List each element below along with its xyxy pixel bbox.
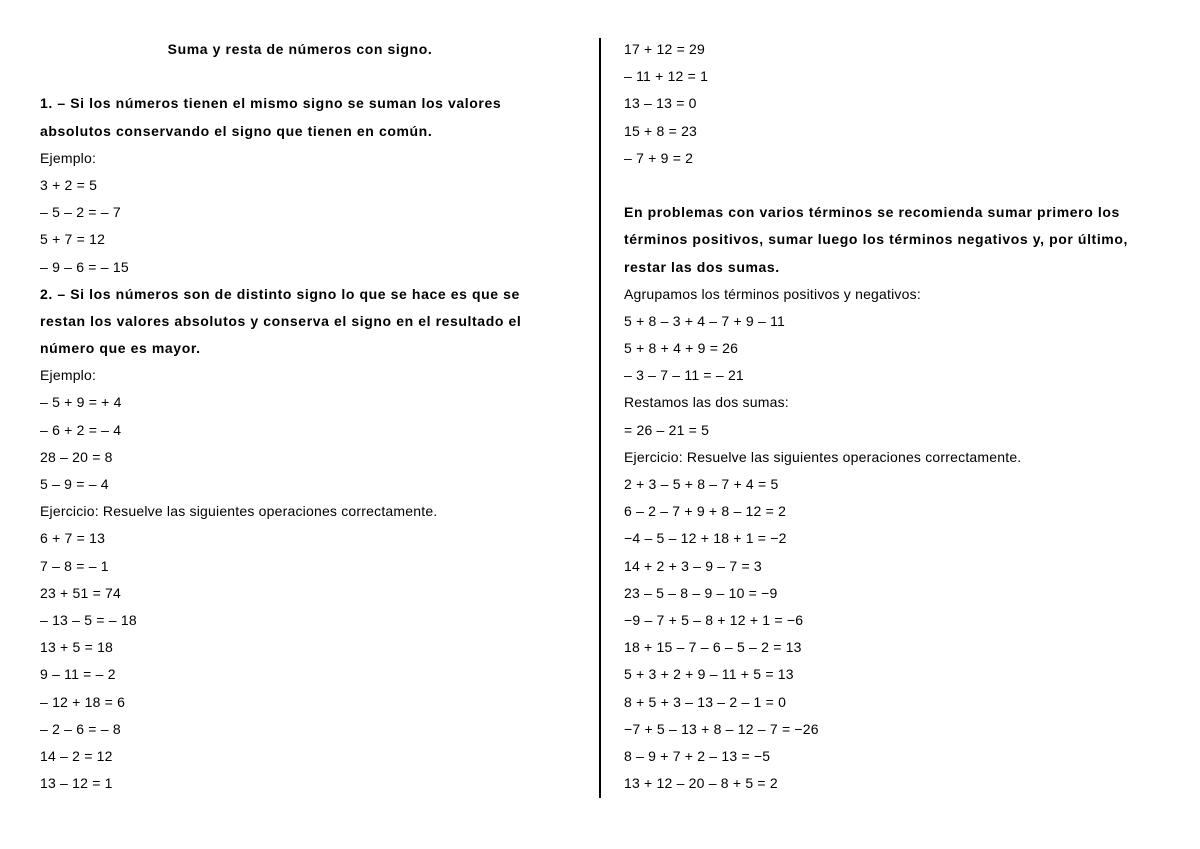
example-line: 5 + 7 = 12 — [40, 231, 106, 248]
example-line: 28 – 20 = 8 — [40, 448, 113, 465]
exercise-line: 13 + 12 – 20 – 8 + 5 = 2 — [624, 775, 778, 792]
continued-exercise-line: – 7 + 9 = 2 — [624, 149, 694, 166]
exercise-line: – 2 – 6 = – 8 — [40, 720, 121, 737]
example-line: – 5 + 9 = + 4 — [40, 394, 122, 411]
rule-2-line: 2. – Si los números son de distinto signo lo que se hace es que se — [40, 285, 520, 302]
example-line: – 9 – 6 = – 15 — [40, 258, 129, 275]
exercise-line: 2 + 3 – 5 + 8 – 7 + 4 = 5 — [624, 476, 779, 492]
spacer — [40, 63, 560, 90]
example-line: 5 – 9 = – 4 — [40, 476, 109, 492]
rule-2-line: número que es mayor. — [40, 340, 201, 357]
exercise-line: 9 – 11 = – 2 — [40, 666, 116, 683]
exercise-line: 13 – 12 = 1 — [40, 775, 113, 792]
exercise-line: 5 + 3 + 2 + 9 – 11 + 5 = 13 — [624, 666, 794, 683]
group-line: 5 + 8 + 4 + 9 = 26 — [624, 340, 739, 357]
exercise-line: 8 – 9 + 7 + 2 – 13 = −5 — [624, 747, 771, 764]
exercise-line: 7 – 8 = – 1 — [40, 557, 109, 574]
rule-3-line: restar las dos sumas. — [624, 258, 780, 275]
continued-exercise-line: 17 + 12 = 29 — [624, 41, 706, 57]
rule-1-line: absolutos conservando el signo que tienen en común. — [40, 122, 433, 139]
subtract-result: = 26 – 21 = 5 — [624, 421, 710, 438]
exercise-line: – 12 + 18 = 6 — [40, 693, 126, 710]
right-column — [624, 36, 1164, 797]
exercise-line: 14 + 2 + 3 – 9 – 7 = 3 — [624, 557, 762, 574]
spacer — [624, 172, 1164, 199]
exercise-line: 8 + 5 + 3 – 13 – 2 – 1 = 0 — [624, 693, 787, 710]
continued-exercise-line: 13 – 13 = 0 — [624, 95, 697, 112]
continued-exercise-line: – 11 + 12 = 1 — [624, 68, 709, 85]
continued-exercise-line: 15 + 8 = 23 — [624, 122, 698, 139]
rule-3-line: En problemas con varios términos se recomienda sumar primero los — [624, 204, 1120, 221]
rule-1-line: 1. – Si los números tienen el mismo signo se suman los valores — [40, 95, 502, 112]
exercise-line: −9 – 7 + 5 – 8 + 12 + 1 = −6 — [624, 611, 804, 628]
exercise-line: −4 – 5 – 12 + 18 + 1 = −2 — [624, 530, 787, 547]
exercise-label: Ejercicio: Resuelve las siguientes operaciones correctamente. — [40, 503, 438, 520]
group-line: – 3 – 7 – 11 = – 21 — [624, 367, 744, 384]
exercise-line: 6 – 2 – 7 + 9 + 8 – 12 = 2 — [624, 503, 787, 520]
example-label: Ejemplo: — [40, 367, 97, 384]
exercise-line: −7 + 5 – 13 + 8 – 12 – 7 = −26 — [624, 720, 819, 737]
group-label: Agrupamos los términos positivos y negativos: — [624, 285, 921, 302]
exercise-line: 23 – 5 – 8 – 9 – 10 = −9 — [624, 584, 778, 601]
exercise-line: – 13 – 5 = – 18 — [40, 611, 137, 628]
example-line: – 6 + 2 = – 4 — [40, 421, 122, 438]
page-title: Suma y resta de números con signo. — [167, 41, 433, 57]
subtract-label: Restamos las dos sumas: — [624, 394, 789, 411]
rule-2-line: restan los valores absolutos y conserva el signo en el resultado el — [40, 312, 522, 329]
group-line: 5 + 8 – 3 + 4 – 7 + 9 – 11 — [624, 312, 786, 329]
exercise-line: 13 + 5 = 18 — [40, 639, 114, 656]
exercise-line: 23 + 51 = 74 — [40, 584, 122, 601]
example-label: Ejemplo: — [40, 149, 97, 166]
example-line: 3 + 2 = 5 — [40, 176, 98, 193]
exercise-label: Ejercicio: Resuelve las siguientes operaciones correctamente. — [624, 448, 1022, 465]
rule-3-line: términos positivos, sumar luego los términos negativos y, por último, — [624, 231, 1129, 248]
exercise-line: 6 + 7 = 13 — [40, 530, 106, 547]
exercise-line: 14 – 2 = 12 — [40, 747, 113, 764]
left-column — [40, 36, 560, 797]
column-divider — [599, 38, 601, 798]
exercise-line: 18 + 15 – 7 – 6 – 5 – 2 = 13 — [624, 639, 802, 656]
example-line: – 5 – 2 = – 7 — [40, 204, 121, 221]
